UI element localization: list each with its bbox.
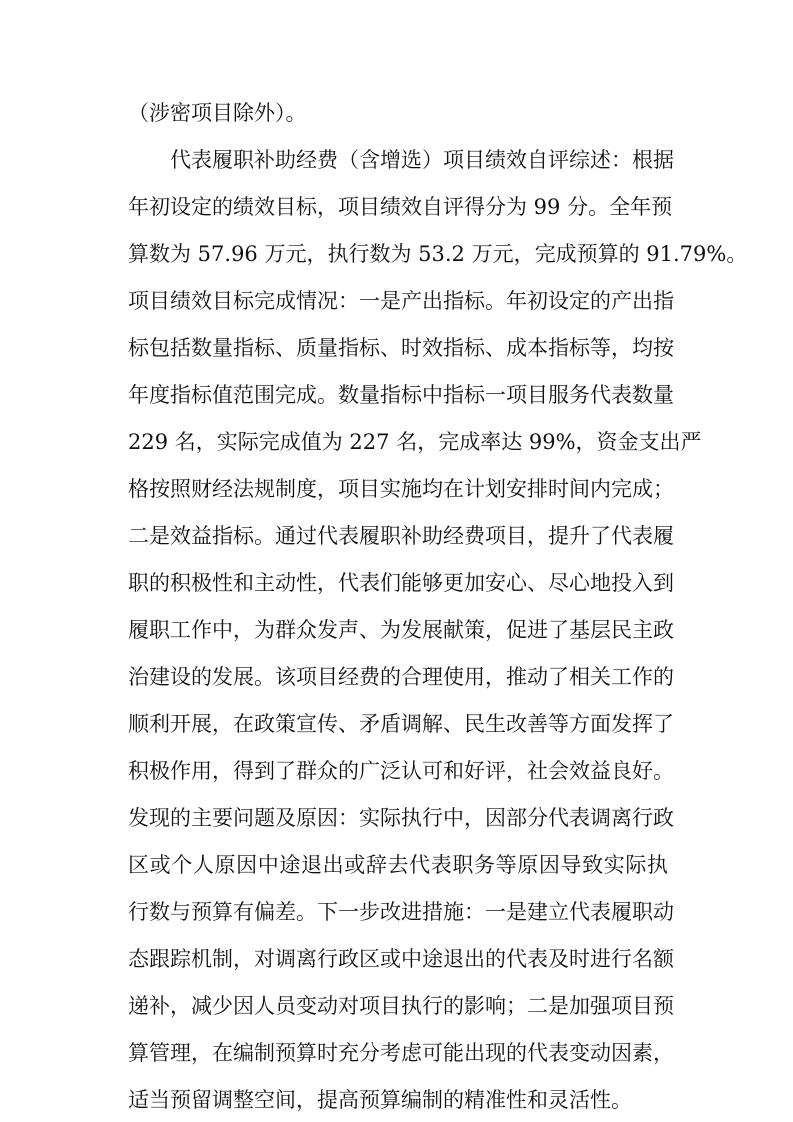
paragraph-first-line: 代表履职补助经费（含增选）项目绩效自评综述：根据 [170, 148, 674, 172]
text-line: 履职工作中，为群众发声、为发展献策，促进了基层民主政 [128, 618, 674, 642]
paragraph-last-line: 适当预留调整空间，提高预算编制的精准性和灵活性。 [128, 1088, 632, 1112]
text-line: 发现的主要问题及原因：实际执行中，因部分代表调离行政 [128, 806, 674, 830]
text-line: 态跟踪机制，对调离行政区或中途退出的代表及时进行名额 [128, 947, 674, 971]
text-line: 区或个人原因中途退出或辞去代表职务等原因导致实际执 [128, 853, 668, 877]
text-line: 格按照财经法规制度，项目实施均在计划安排时间内完成； [128, 477, 674, 501]
text-line: 二是效益指标。通过代表履职补助经费项目，提升了代表履 [128, 524, 674, 548]
text-line: 治建设的发展。该项目经费的合理使用，推动了相关工作的 [128, 665, 674, 689]
text-line: 229 名，实际完成值为 227 名，完成率达 99%，资金支出严 [128, 430, 702, 454]
text-line: 职的积极性和主动性，代表们能够更加安心、尽心地投入到 [128, 571, 674, 595]
text-line: 算数为 57.96 万元，执行数为 53.2 万元，完成预算的 91.79%。 [128, 242, 748, 266]
text-line: 年初设定的绩效目标，项目绩效自评得分为 99 分。全年预 [128, 195, 673, 219]
text-line: 算管理，在编制预算时充分考虑可能出现的代表变动因素， [128, 1041, 674, 1065]
text-line: 项目绩效目标完成情况：一是产出指标。年初设定的产出指 [128, 289, 674, 313]
text-line: 递补，减少因人员变动对项目执行的影响；二是加强项目预 [128, 994, 674, 1018]
text-line: 顺利开展，在政策宣传、矛盾调解、民生改善等方面发挥了 [128, 712, 674, 736]
text-line: 积极作用，得到了群众的广泛认可和好评，社会效益良好。 [128, 759, 674, 783]
text-line: 年度指标值范围完成。数量指标中指标一项目服务代表数量 [128, 383, 674, 407]
text-line: （涉密项目除外）。 [128, 101, 307, 125]
text-line: 行数与预算有偏差。下一步改进措施：一是建立代表履职动 [128, 900, 674, 924]
text-line: 标包括数量指标、质量指标、时效指标、成本指标等，均按 [128, 336, 674, 360]
